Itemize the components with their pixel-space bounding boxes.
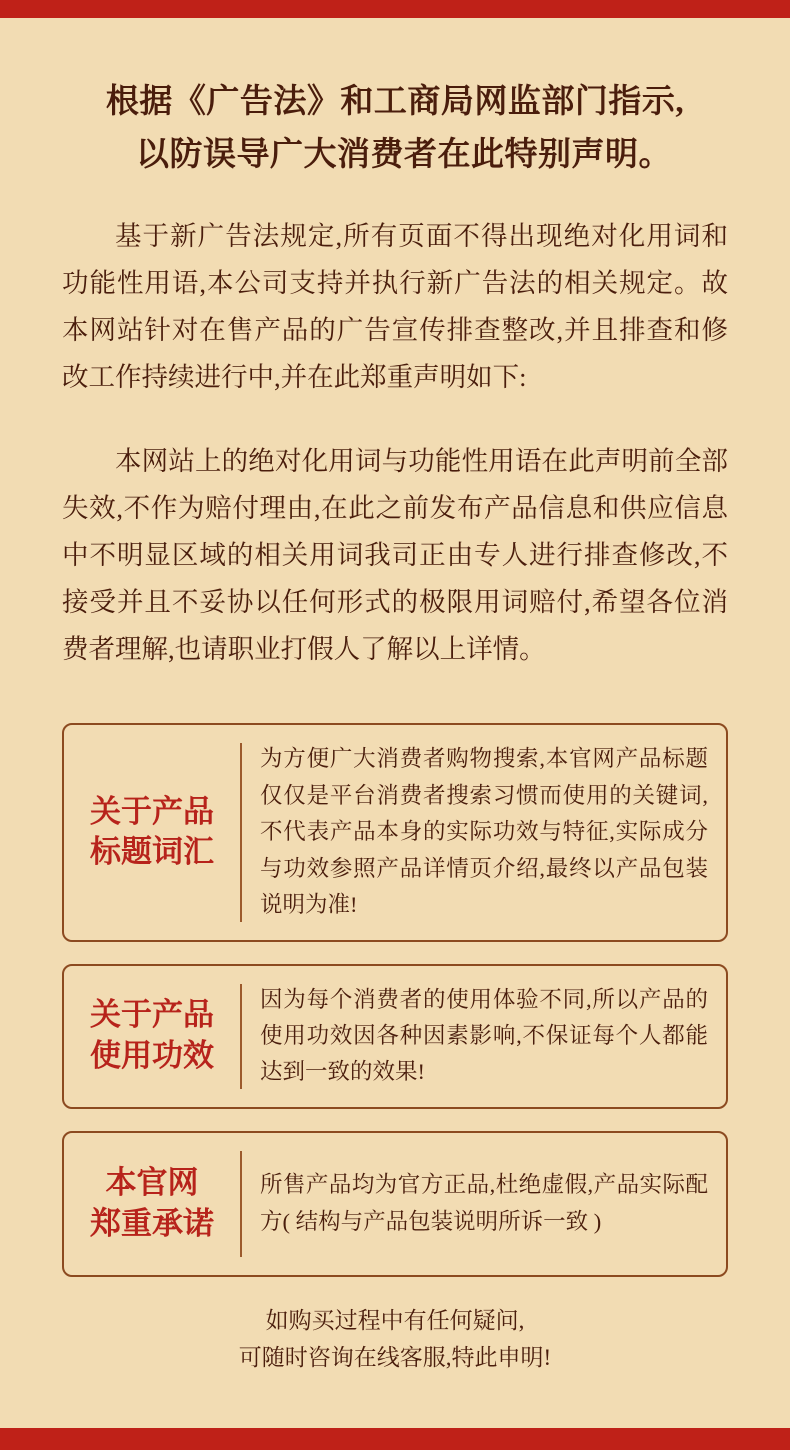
card-title-line-1: 本官网: [105, 1164, 199, 1200]
card-title-line-2: 郑重承诺: [90, 1205, 214, 1241]
card-official-promise: [62, 1131, 728, 1277]
footer-line-1: 如购买过程中有任何疑问,: [265, 1307, 525, 1333]
card-title-official-promise: [64, 1133, 240, 1275]
statement-sheet: [0, 18, 790, 1428]
page-title-line-1: 根据《广告法》和工商局网监部门指示,: [105, 84, 685, 120]
footer-note: [62, 1303, 728, 1377]
card-title-line-1: 关于产品: [90, 793, 214, 829]
statement-paragraph-1: 基于新广告法规定,所有页面不得出现绝对化用词和功能性用语,本公司支持并执行新广告法的相关规定。故本网站针对在售产品的广告宣传排查整改,并且排查和修改工作持续进行中,并在此郑重声明如下:: [62, 220, 728, 393]
bottom-red-band: [0, 1428, 790, 1450]
card-title-product-efficacy: [64, 966, 240, 1107]
card-product-title-wording: [62, 723, 728, 941]
card-title-product-title-wording: [64, 725, 240, 939]
page-title-line-2: 以防误导广大消费者在此特别声明。: [136, 137, 672, 174]
card-title-line-2: 使用功效: [90, 1038, 214, 1074]
card-product-efficacy: [62, 964, 728, 1109]
statement-card-list: [62, 723, 728, 1277]
statement-paragraph-2: 本网站上的绝对化用词与功能性用语在此声明前全部失效,不作为赔付理由,在此之前发布产品信息和供应信息中不明显区域的相关用词我司正由专人进行排查修改,不接受并且不妥协以任何形式的极限用词赔付,希望各位消费者理解,也请职业打假人了解以上详情。: [62, 445, 728, 665]
card-body-official-promise: 所售产品均为官方正品,杜绝虚假,产品实际配方( 结构与产品包装说明所诉一致 ): [260, 1172, 708, 1234]
card-title-line-1: 关于产品: [90, 997, 214, 1033]
page-title: [62, 18, 728, 183]
top-red-band: [0, 0, 790, 18]
card-body-product-title-wording: 为方便广大消费者购物搜索,本官网产品标题仅仅是平台消费者搜索习惯而使用的关键词,不代表产品本身的实际功效与特征,实际成分与功效参照产品详情页介绍,最终以产品包装说明为准!: [260, 746, 708, 918]
card-title-line-2: 标题词汇: [90, 834, 214, 870]
card-body-product-efficacy: 因为每个消费者的使用体验不同,所以产品的使用功效因各种因素影响,不保证每个人都能达到一致的效果!: [260, 986, 708, 1085]
footer-line-2: 可随时咨询在线客服,特此申明!: [238, 1344, 552, 1370]
